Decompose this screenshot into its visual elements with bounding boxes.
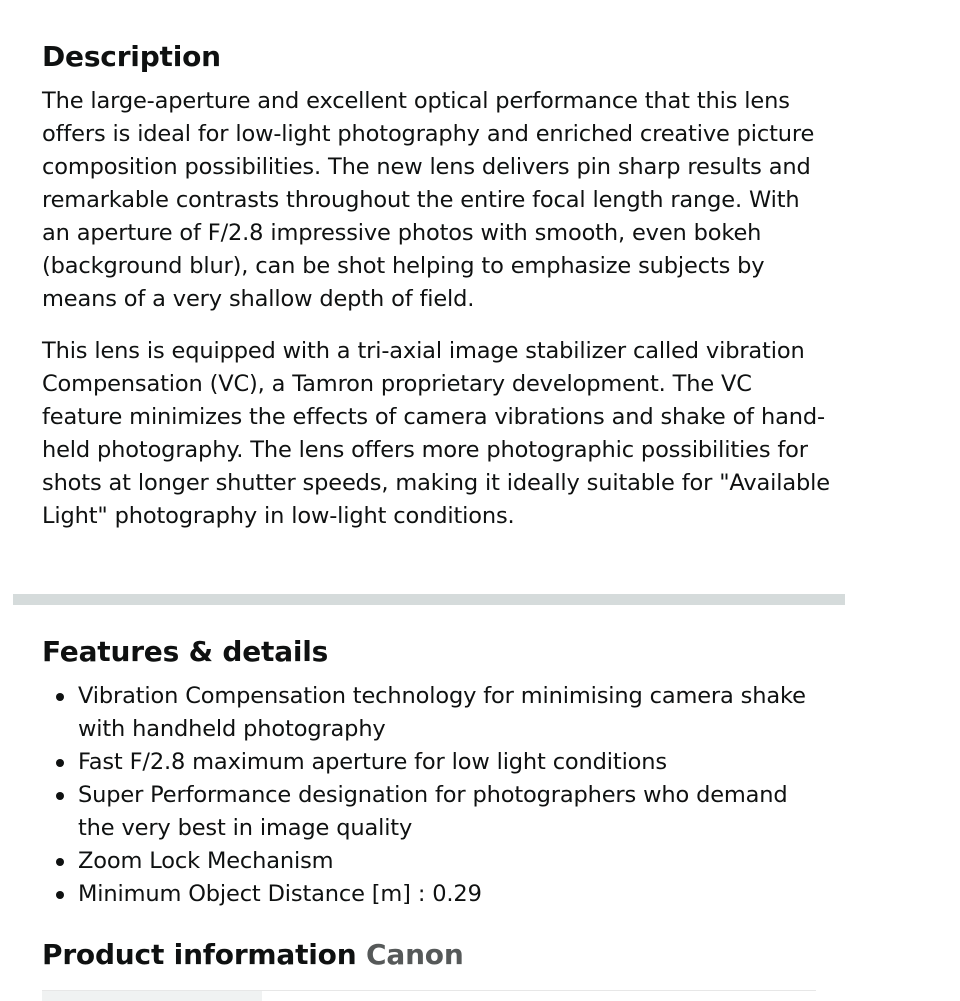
section-divider — [13, 594, 845, 605]
product-information-title: Product information — [42, 938, 357, 971]
bullet-icon — [56, 792, 64, 800]
product-information-heading — [42, 938, 832, 972]
feature-item — [42, 746, 822, 779]
bullet-icon — [56, 693, 64, 701]
feature-item — [42, 845, 822, 878]
bullet-icon — [56, 759, 64, 767]
feature-item-text: Super Performance designation for photographers who demand the very best in image quality — [78, 782, 788, 841]
description-paragraph: This lens is equipped with a tri-axial image stabilizer called vibration Compensation (VC), a Tamron proprietary development. The VC feature minimizes the effects of camera vibrations and shake of hand-held photography. The lens offers more photographic possibilities for shots at longer shutter speeds, making it ideally suitable for "Available Light" photography in low-light conditions. — [42, 338, 830, 529]
bullet-icon — [56, 891, 64, 899]
feature-item-text: Fast F/2.8 maximum aperture for low light conditions — [78, 749, 667, 775]
feature-item-text: Vibration Compensation technology for minimising camera shake with handheld photography — [78, 683, 806, 742]
bullet-icon — [56, 858, 64, 866]
description-paragraph: The large-aperture and excellent optical performance that this lens offers is ideal for low-light photography and enriched creative picture composition possibilities. The new lens delivers pin sharp results and remarkable contrasts throughout the entire focal length range. With an aperture of F/2.8 impressive photos with smooth, even bokeh (background blur), can be shot helping to emphasize subjects by means of a very shallow depth of field. — [42, 88, 815, 312]
description-heading: Description — [42, 40, 221, 73]
features-heading: Features & details — [42, 635, 329, 668]
product-information-table — [42, 990, 816, 1001]
feature-item — [42, 680, 822, 746]
feature-item — [42, 878, 822, 911]
feature-item — [42, 779, 822, 845]
product-brand[interactable]: Canon — [366, 938, 464, 971]
feature-item-text: Zoom Lock Mechanism — [78, 848, 334, 874]
feature-item-text: Minimum Object Distance [m] : 0.29 — [78, 881, 482, 907]
features-list — [42, 680, 822, 911]
